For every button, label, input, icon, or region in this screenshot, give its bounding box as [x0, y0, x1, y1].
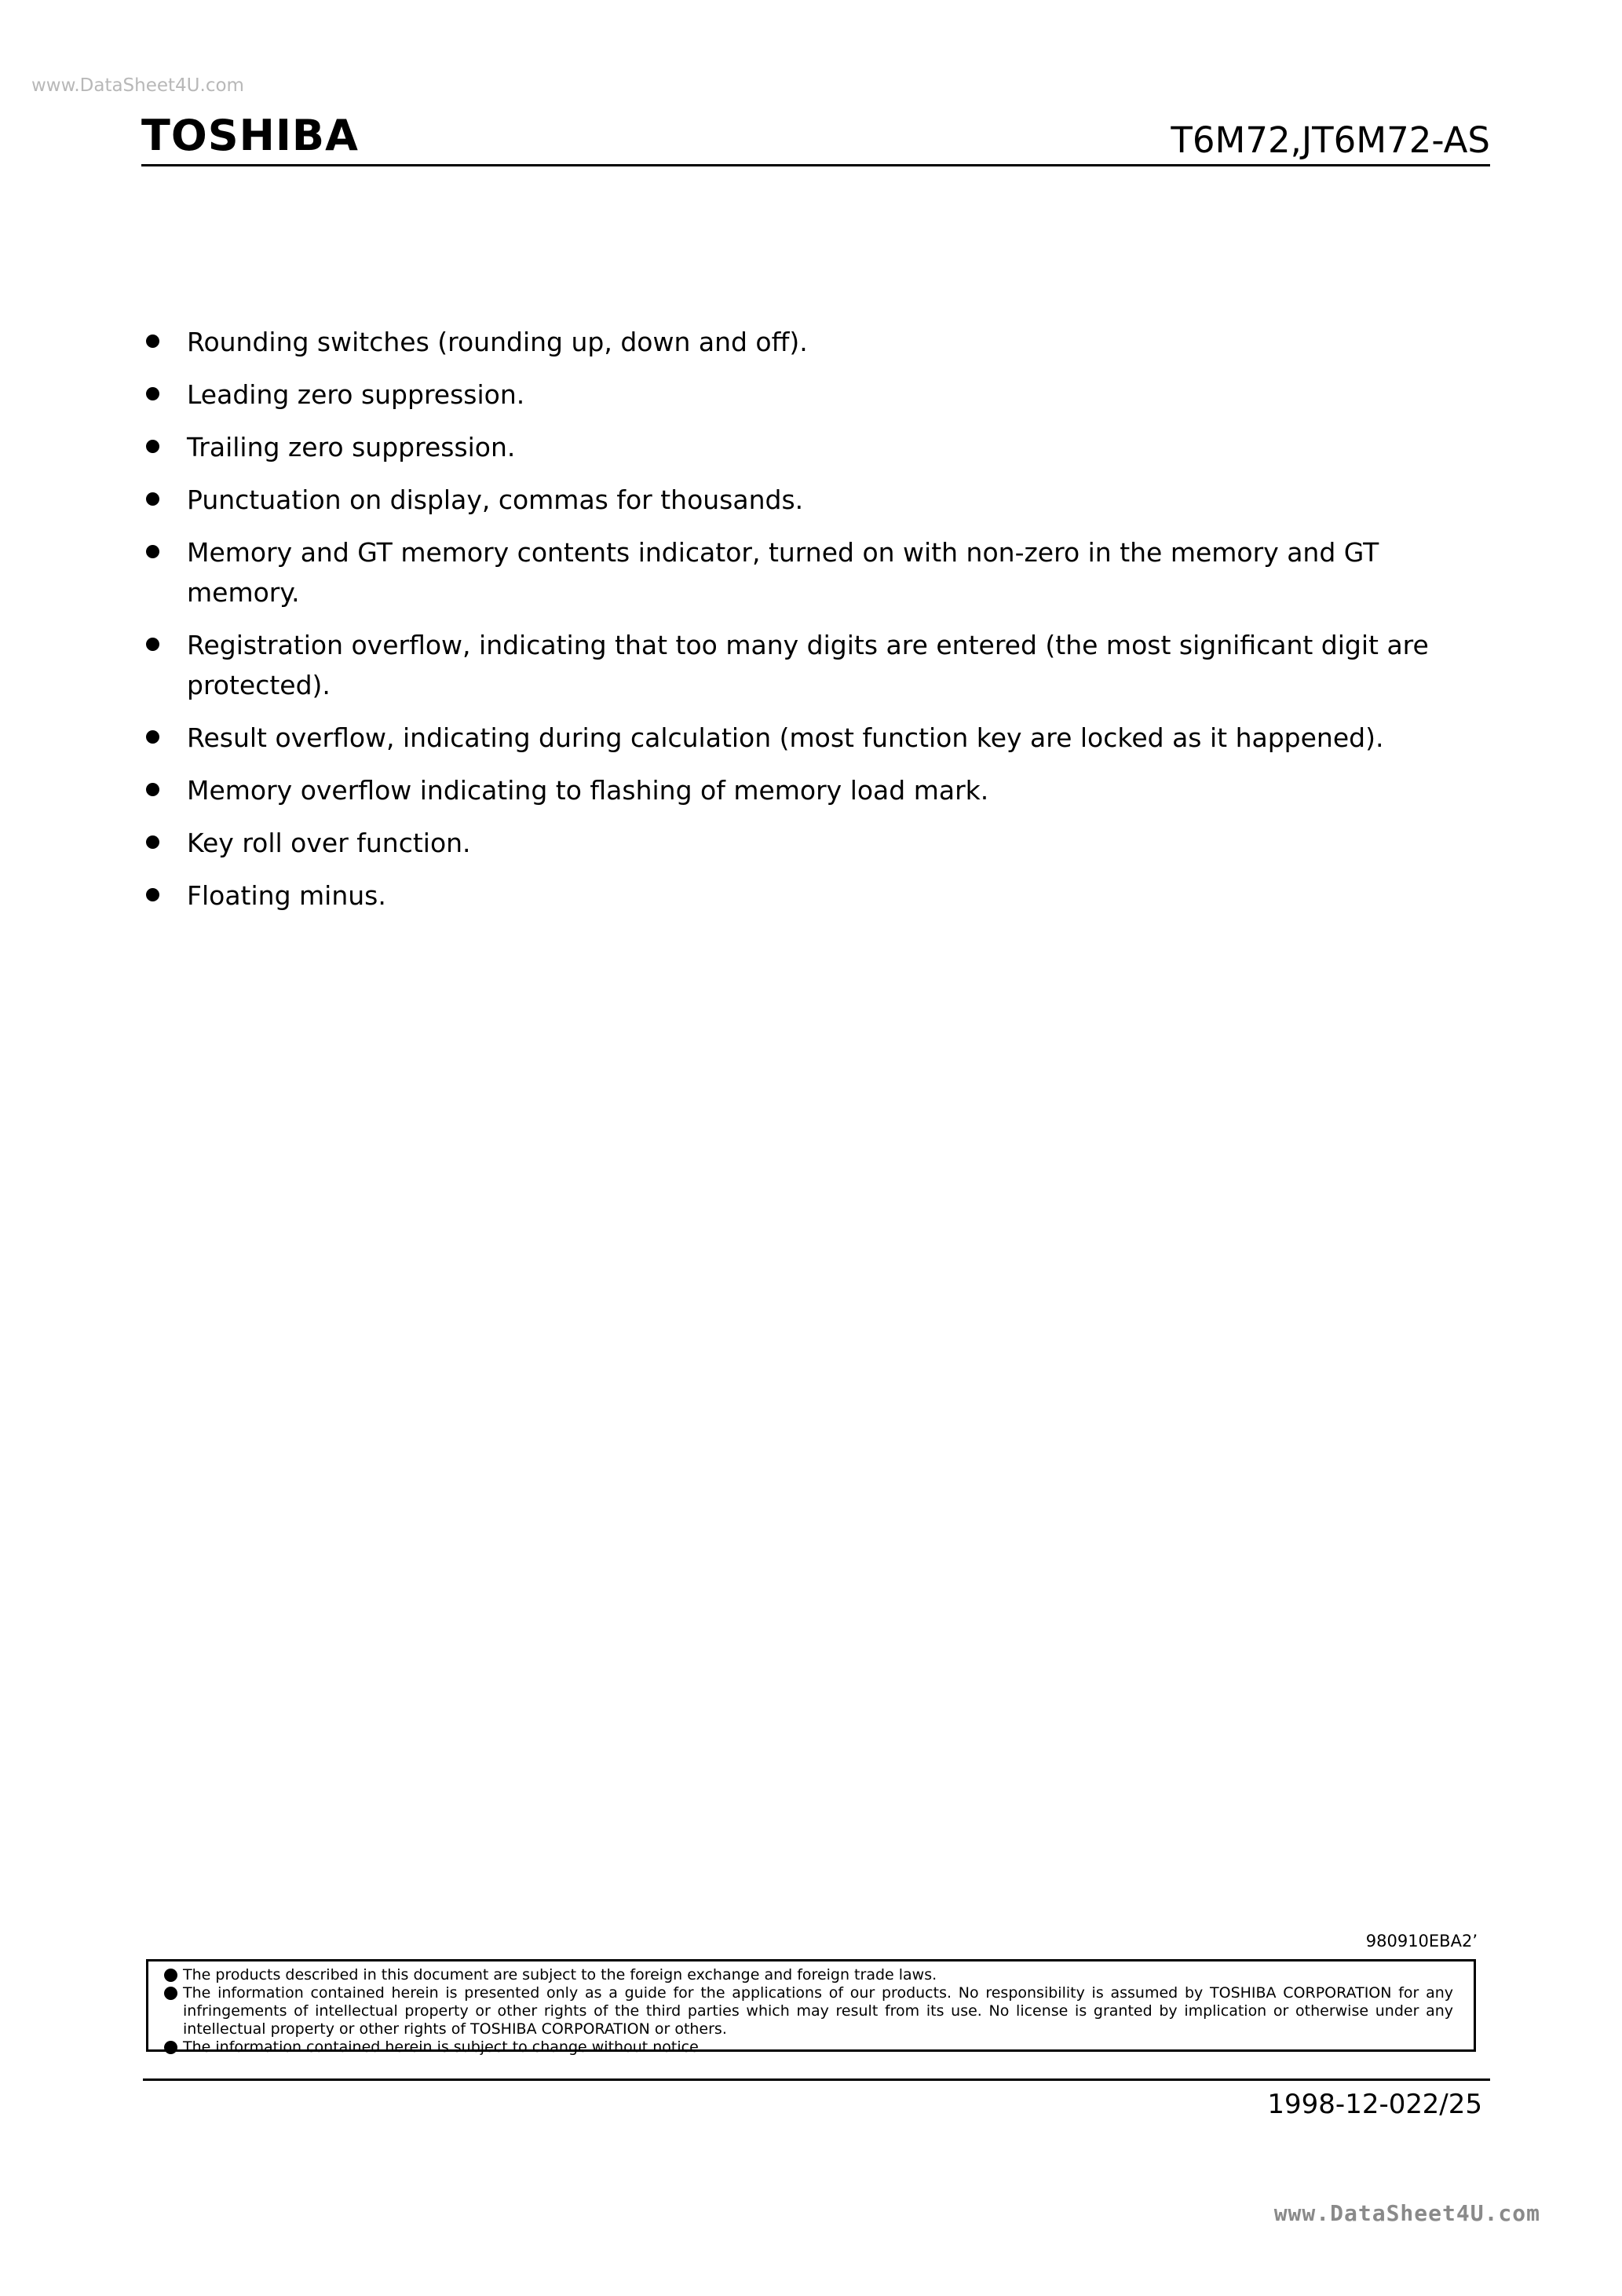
- footer-rule: [143, 2078, 1490, 2081]
- bullet-icon: [146, 783, 159, 796]
- brand-logo: TOSHIBA: [141, 111, 359, 160]
- bullet-icon: [164, 2041, 177, 2054]
- bullet-icon: [146, 387, 159, 400]
- watermark-bottom: www.DataSheet4U.com: [1273, 2200, 1540, 2226]
- feature-text: Leading zero suppression.: [187, 379, 525, 410]
- part-number: T6M72,JT6M72-AS: [1171, 119, 1490, 161]
- list-item: [141, 823, 1429, 863]
- bullet-icon: [146, 545, 159, 558]
- feature-text: Registration overflow, indicating that too many digits are entered (the most significant digit are protected).: [187, 630, 1429, 700]
- legal-notice-box: [146, 1959, 1476, 2056]
- list-item: [141, 375, 1429, 415]
- feature-text: Punctuation on display, commas for thousands.: [187, 484, 804, 515]
- list-item: [141, 770, 1429, 810]
- feature-text: Trailing zero suppression.: [187, 432, 516, 462]
- notice-item: [163, 1966, 1453, 1984]
- feature-list: [141, 322, 1429, 928]
- feature-text: Memory and GT memory contents indicator, turned on with non-zero in the memory and GT memory.: [187, 537, 1379, 608]
- list-item: [141, 322, 1429, 362]
- list-item: [141, 427, 1429, 467]
- feature-text: Floating minus.: [187, 880, 386, 911]
- bullet-icon: [164, 1987, 177, 2000]
- notice-text: The products described in this document are subject to the foreign exchange and foreign trade laws.: [183, 1966, 937, 1983]
- bullet-icon: [146, 440, 159, 453]
- bullet-icon: [146, 492, 159, 506]
- bullet-icon: [146, 638, 159, 651]
- feature-text: Result overflow, indicating during calculation (most function key are locked as it happened).: [187, 722, 1384, 753]
- header-rule: [141, 164, 1490, 166]
- feature-text: Memory overflow indicating to flashing of memory load mark.: [187, 775, 989, 806]
- notice-text: The information contained herein is subject to change without notice.: [183, 2038, 703, 2056]
- bullet-icon: [146, 730, 159, 744]
- bullet-icon: [146, 335, 159, 348]
- feature-text: Rounding switches (rounding up, down and off).: [187, 327, 808, 357]
- document-code: 980910EBA2’: [1365, 1932, 1478, 1951]
- bullet-icon: [146, 888, 159, 901]
- notice-text: The information contained herein is presented only as a guide for the applications of our products. No responsibility is assumed by TOSHIBA CORPORATION for any infringements of intellectual property or other rights of the third parties which may result from its use. No license is granted by implication or otherwise under any intellectual property or other rights of TOSHIBA CORPORATION or others.: [183, 1984, 1453, 2038]
- watermark-top: www.DataSheet4U.com: [31, 75, 244, 96]
- notice-item: [163, 2038, 1453, 2057]
- feature-text: Key roll over function.: [187, 828, 471, 858]
- list-item: [141, 625, 1429, 705]
- list-item: [141, 480, 1429, 520]
- list-item: [141, 876, 1429, 916]
- notice-item: [163, 1984, 1453, 2038]
- bullet-icon: [164, 1969, 177, 1982]
- list-item: [141, 718, 1429, 758]
- page-number: 2/25: [1422, 2089, 1482, 2120]
- list-item: [141, 532, 1429, 612]
- bullet-icon: [146, 835, 159, 849]
- footer-date: 1998-12-02: [1267, 2089, 1423, 2120]
